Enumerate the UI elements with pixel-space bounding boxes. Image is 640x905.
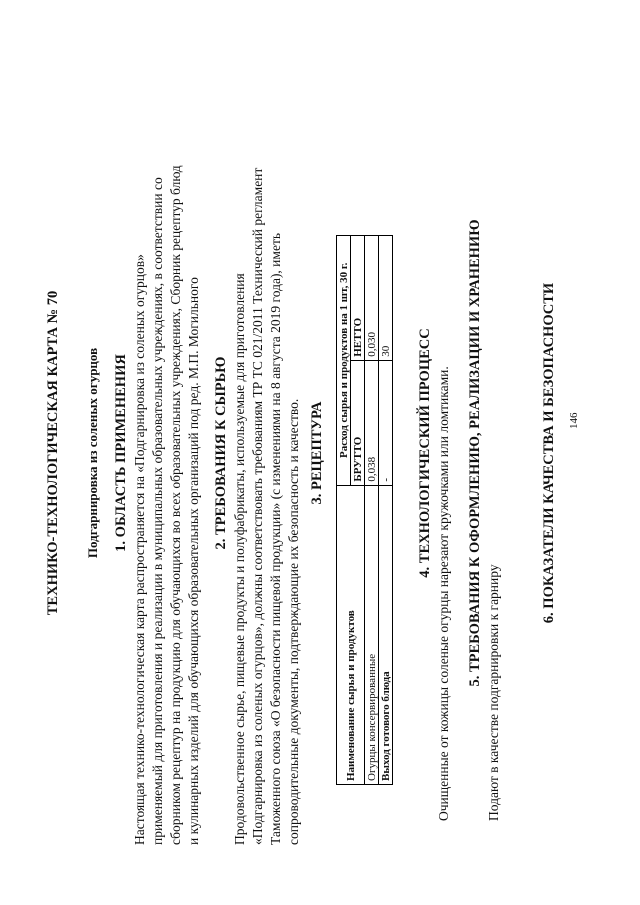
table-header-row: [337, 236, 351, 785]
ingredient-name: Огурцы консервированные: [365, 485, 379, 784]
section-2-line: «Подгарнировка из соленых огурцов», должны соответствовать требованиям ТР ТС 021/2011 Технический регламент: [250, 167, 265, 845]
table-row: [379, 236, 393, 785]
section-1-heading: 1. ОБЛАСТЬ ПРИМЕНЕНИЯ: [113, 354, 129, 552]
section-1-line: и кулинарных изделий для обучающихся образовательных организаций под ред. М.П. Могильного: [186, 277, 201, 845]
section-2-heading: 2. ТРЕБОВАНИЯ К СЫРЬЮ: [213, 356, 229, 550]
output-name: Выход готового блюда: [379, 485, 393, 784]
netto-value: 0,030: [365, 236, 379, 361]
section-2-line: Таможенного союза «О безопасности пищевой продукции» (с изменениями на 8 августа 2019 года), иметь: [268, 232, 283, 845]
section-4-text: Очищенные от кожицы соленые огурцы нарезают кружочками или ломтиками.: [436, 366, 451, 821]
section-3-heading: 3. РЕЦЕПТУРА: [309, 401, 325, 505]
section-1-line: Настоящая технико-технологическая карта распространяется на «Подгарнировка из соленых огурцов»: [132, 254, 147, 845]
section-4-heading: 4. ТЕХНОЛОГИЧЕСКИЙ ПРОЦЕСС: [417, 328, 433, 578]
column-header-brutto: БРУТТО: [351, 360, 365, 485]
column-header-consumption: Расход сырья и продуктов на 1 шт, 30 г.: [337, 236, 351, 486]
section-2-line: Продовольственное сырье, пищевые продукты и полуфабрикаты, используемые для приготовления: [232, 273, 247, 845]
recipe-table: [336, 235, 393, 785]
section-6-heading: 6. ПОКАЗАТЕЛИ КАЧЕСТВА И БЕЗОПАСНОСТИ: [541, 282, 557, 624]
column-header-name: Наименование сырья и продуктов: [337, 485, 365, 784]
section-1-line: сборником рецептур на продукцию для обучающихся во всех образовательных учреждениях, Сборник рецептур блюд: [168, 165, 183, 845]
dish-name: Подгарнировка из соленых огурцов: [85, 347, 100, 559]
table-row: [365, 236, 379, 785]
brutto-value: -: [379, 360, 393, 485]
section-1-line: применяемый для приготовления и реализации в муниципальных образовательных учреждениях, в соответствии со: [150, 177, 165, 845]
column-header-netto: НЕТТО: [351, 236, 365, 361]
section-2-line: сопроводительные документы, подтверждающие их безопасность и качество.: [286, 398, 301, 845]
brutto-value: 0,038: [365, 360, 379, 485]
section-5-text: Подают в качестве подгарнировки к гарниру: [486, 564, 501, 821]
netto-value: 30: [379, 236, 393, 361]
section-5-heading: 5. ТРЕБОВАНИЯ К ОФОРМЛЕНИЮ, РЕАЛИЗАЦИИ И ХРАНЕНИЮ: [467, 219, 483, 687]
document-title: ТЕХНИКО-ТЕХНОЛОГИЧЕСКАЯ КАРТА № 70: [45, 290, 61, 616]
page-number: 146: [568, 412, 580, 429]
